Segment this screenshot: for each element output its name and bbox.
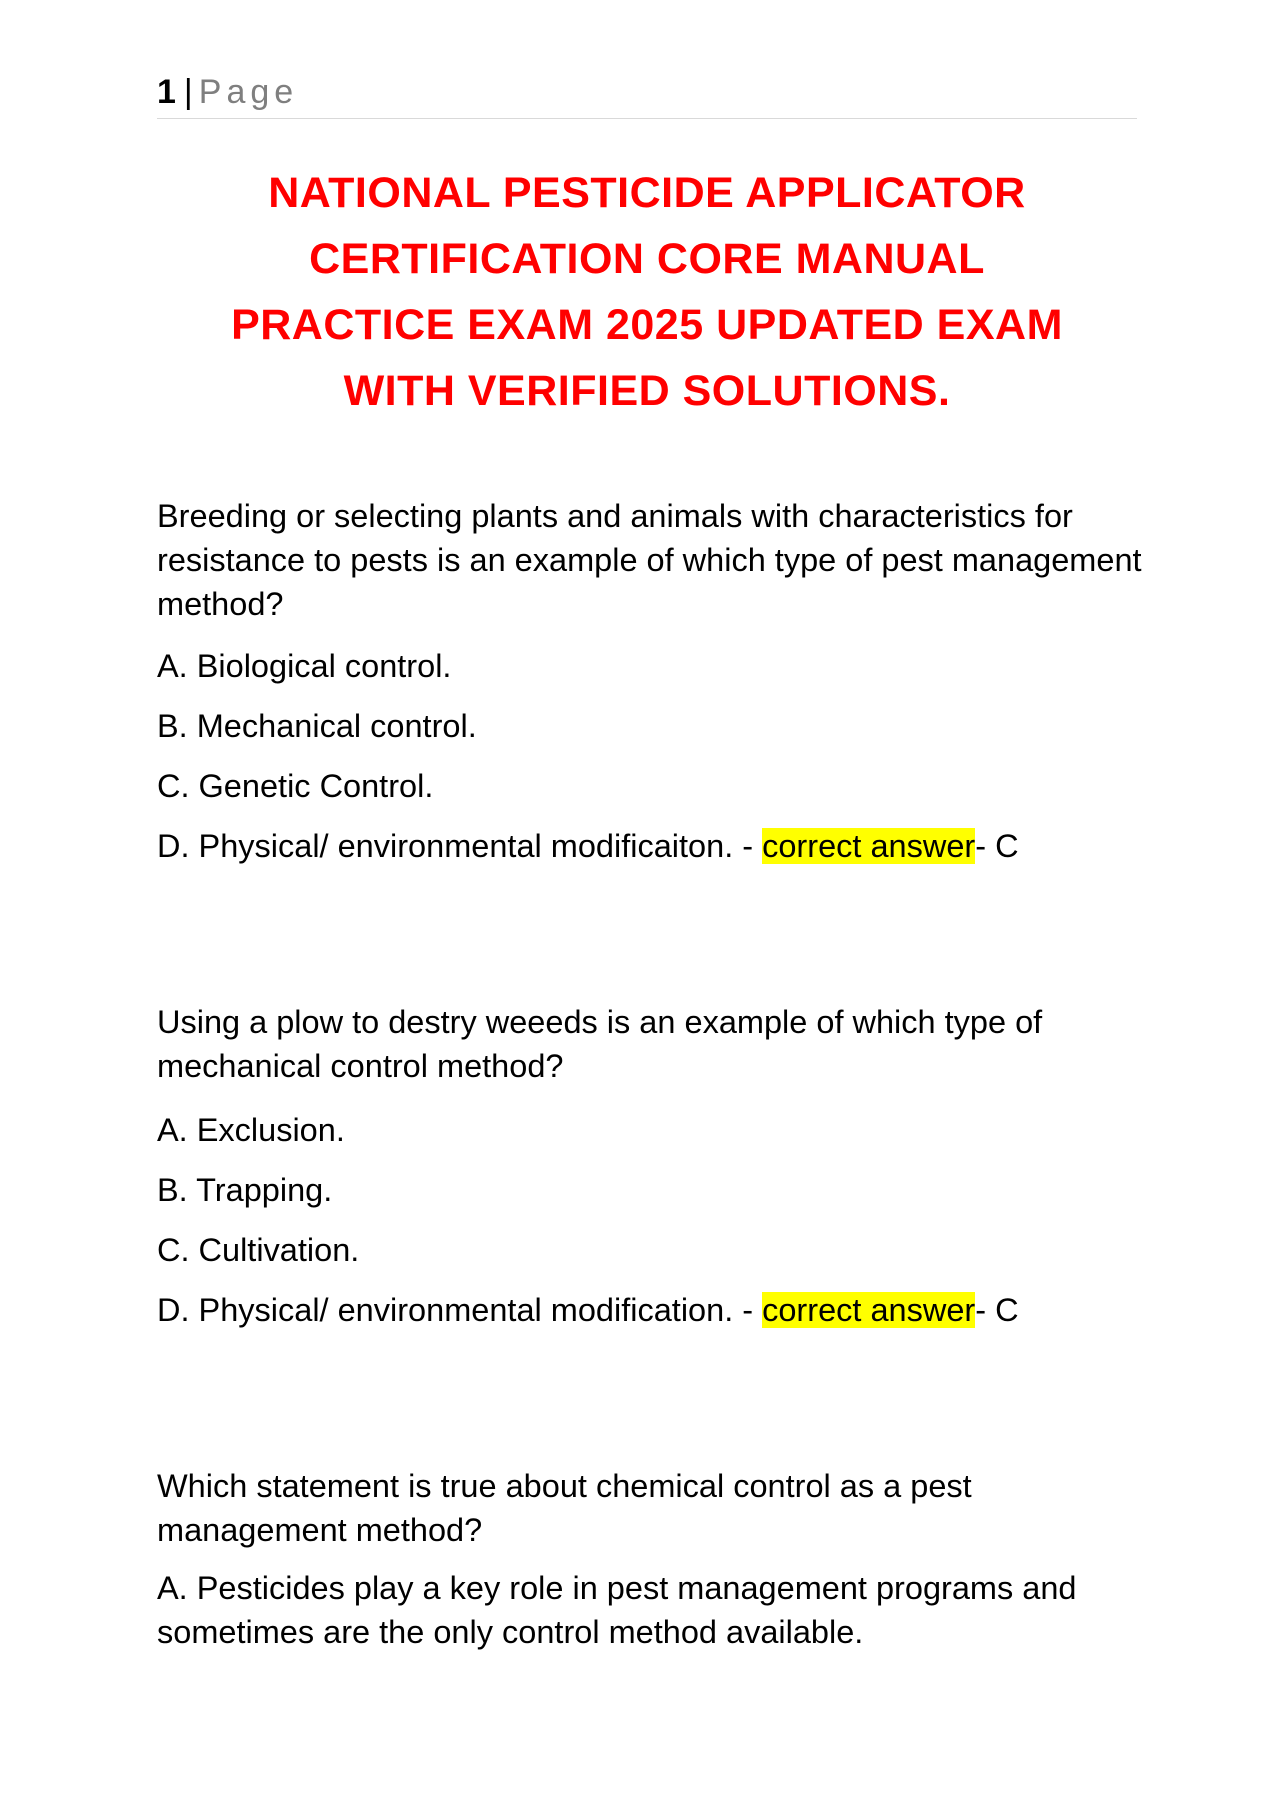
header-separator: |	[183, 73, 193, 111]
answer-option-d	[157, 826, 1147, 866]
question-text: Which statement is true about chemical control as a pest management method?	[157, 1468, 972, 1548]
document-title	[157, 160, 1137, 424]
correct-answer-value: - C	[975, 828, 1019, 864]
answer-option-b: B. Trapping.	[157, 1172, 333, 1208]
title-line: NATIONAL PESTICIDE APPLICATOR	[268, 169, 1026, 217]
answer-option-a: A. Exclusion.	[157, 1112, 345, 1148]
question-block-2	[157, 1000, 1147, 1088]
answer-option-c: C. Cultivation.	[157, 1232, 360, 1268]
correct-answer-highlight: correct answer	[762, 828, 976, 864]
question-block-3	[157, 1464, 1147, 1552]
page-label: Page	[198, 73, 299, 111]
page-number: 1	[157, 73, 176, 111]
answer-option-a: A. Biological control.	[157, 648, 452, 684]
page-header	[157, 72, 1137, 119]
answer-option-a: A. Pesticides play a key role in pest management programs and sometimes are the only control method available.	[157, 1570, 1077, 1650]
answer-option-a-block	[157, 1566, 1147, 1654]
answer-option-c: C. Genetic Control.	[157, 768, 434, 804]
answer-option-d	[157, 1290, 1147, 1330]
title-line: WITH VERIFIED SOLUTIONS.	[343, 367, 951, 415]
answer-option-b: B. Mechanical control.	[157, 708, 477, 744]
option-d-text: D. Physical/ environmental modificaiton. -	[157, 828, 763, 864]
correct-answer-value: - C	[975, 1292, 1019, 1328]
question-block-1	[157, 494, 1147, 626]
correct-answer-highlight: correct answer	[762, 1292, 976, 1328]
question-text: Breeding or selecting plants and animals with characteristics for resistance to pests is an example of which type of pest management method?	[157, 498, 1142, 622]
title-line: CERTIFICATION CORE MANUAL	[309, 235, 985, 283]
question-text: Using a plow to destry weeeds is an example of which type of mechanical control method?	[157, 1004, 1043, 1084]
title-line: PRACTICE EXAM 2025 UPDATED EXAM	[231, 301, 1063, 349]
option-d-text: D. Physical/ environmental modification. -	[157, 1292, 763, 1328]
